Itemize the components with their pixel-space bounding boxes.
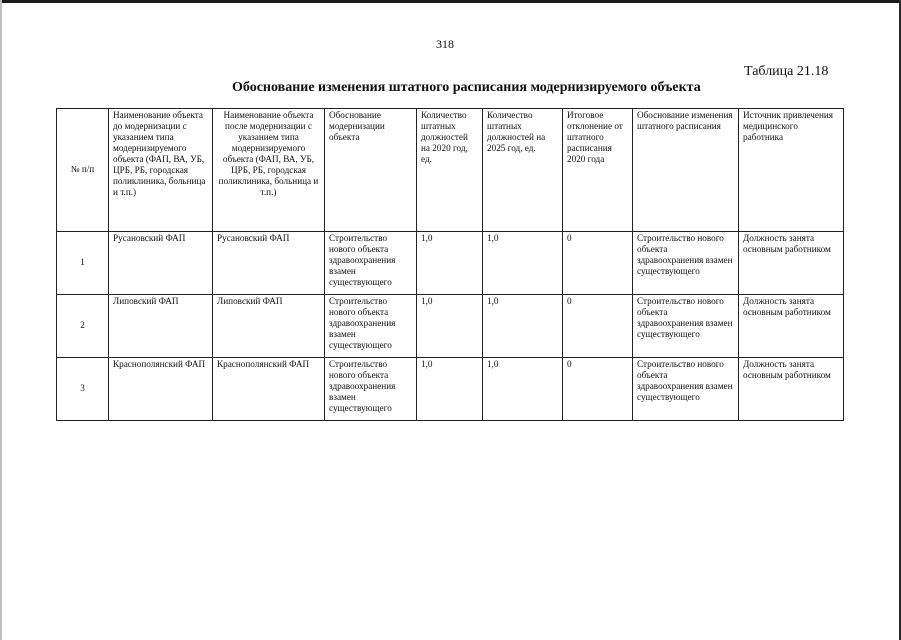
header-number: № п/п xyxy=(57,109,109,232)
scan-edge-left xyxy=(0,0,2,640)
table-header-row xyxy=(57,109,844,232)
count-2020: 1,0 xyxy=(417,295,483,358)
deviation: 0 xyxy=(563,295,633,358)
count-2020: 1,0 xyxy=(417,358,483,421)
count-2025: 1,0 xyxy=(483,232,563,295)
count-2025: 1,0 xyxy=(483,295,563,358)
change-reason: Строительство нового объекта здравоохранения взамен существующего xyxy=(633,295,739,358)
count-2020: 1,0 xyxy=(417,232,483,295)
header-count-2020: Количество штатных должностей на 2020 год, ед. xyxy=(417,109,483,232)
object-after: Краснополянский ФАП xyxy=(213,358,325,421)
deviation: 0 xyxy=(563,232,633,295)
header-count-2025: Количество штатных должностей на 2025 год, ед. xyxy=(483,109,563,232)
table-label: Таблица 21.18 xyxy=(744,64,829,79)
header-change-reason: Обоснование изменения штатного расписания xyxy=(633,109,739,232)
table-row xyxy=(57,232,844,295)
change-reason: Строительство нового объекта здравоохранения взамен существующего xyxy=(633,232,739,295)
object-after: Липовский ФАП xyxy=(213,295,325,358)
worker-source: Должность занята основным работником xyxy=(739,232,844,295)
object-after: Русановский ФАП xyxy=(213,232,325,295)
object-before: Липовский ФАП xyxy=(109,295,213,358)
modernization-justification: Строительство нового объекта здравоохранения взамен существующего xyxy=(325,232,417,295)
document-title: Обоснование изменения штатного расписания модернизируемого объекта xyxy=(232,80,701,95)
object-before: Краснополянский ФАП xyxy=(109,358,213,421)
staffing-table xyxy=(56,108,844,421)
modernization-justification: Строительство нового объекта здравоохранения взамен существующего xyxy=(325,295,417,358)
scan-edge-top xyxy=(0,0,901,3)
header-worker-source: Источник привлечения медицинского работника xyxy=(739,109,844,232)
deviation: 0 xyxy=(563,358,633,421)
change-reason: Строительство нового объекта здравоохранения взамен существующего xyxy=(633,358,739,421)
row-number: 1 xyxy=(57,232,109,295)
header-modernization-justification: Обоснование модернизации объекта xyxy=(325,109,417,232)
row-number: 3 xyxy=(57,358,109,421)
count-2025: 1,0 xyxy=(483,358,563,421)
row-number: 2 xyxy=(57,295,109,358)
modernization-justification: Строительство нового объекта здравоохранения взамен существующего xyxy=(325,358,417,421)
header-object-after: Наименование объекта после модернизации с указанием типа модернизируемого объекта (ФАП, ВА, УБ, ЦРБ, РБ, городская поликлиника, больница и т.п.) xyxy=(213,109,325,232)
page-number: 318 xyxy=(436,37,454,51)
table-row xyxy=(57,358,844,421)
worker-source: Должность занята основным работником xyxy=(739,295,844,358)
header-object-before: Наименование объекта до модернизации с указанием типа модернизируемого объекта (ФАП, ВА, УБ, ЦРБ, РБ, городская поликлиника, больница и т.п.) xyxy=(109,109,213,232)
worker-source: Должность занята основным работником xyxy=(739,358,844,421)
object-before: Русановский ФАП xyxy=(109,232,213,295)
header-deviation: Итоговое отклонение от штатного расписания 2020 года xyxy=(563,109,633,232)
table-row xyxy=(57,295,844,358)
